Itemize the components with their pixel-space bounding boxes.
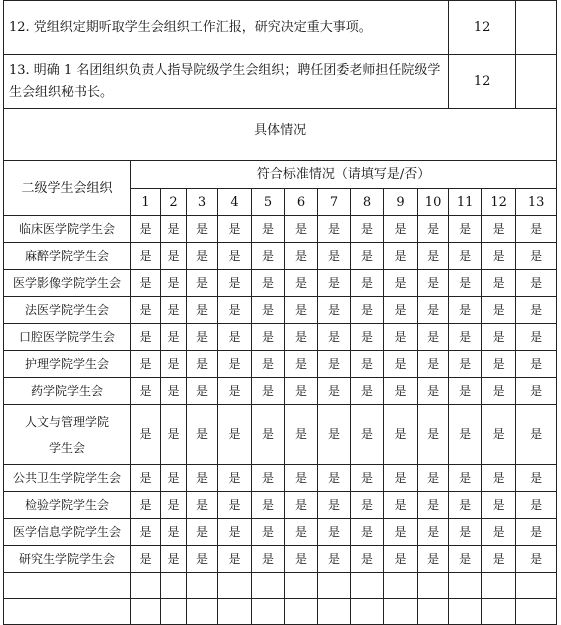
compliance-cell: 是 [418, 324, 449, 351]
compliance-cell: 是 [218, 378, 252, 405]
compliance-cell: 是 [482, 351, 516, 378]
empty-cell [482, 599, 516, 625]
compliance-cell: 是 [252, 546, 285, 573]
compliance-cell: 是 [187, 465, 218, 492]
compliance-cell: 是 [131, 405, 161, 465]
org-row [4, 270, 557, 297]
criterion-number: 1 [131, 189, 161, 216]
compliance-cell: 是 [351, 405, 384, 465]
compliance-cell: 是 [516, 297, 557, 324]
compliance-cell: 是 [482, 216, 516, 243]
criterion-row [4, 55, 557, 109]
compliance-cell: 是 [516, 492, 557, 519]
empty-cell [285, 599, 318, 625]
empty-cell [131, 573, 161, 599]
compliance-cell: 是 [482, 243, 516, 270]
compliance-cell: 是 [449, 297, 482, 324]
compliance-cell: 是 [449, 546, 482, 573]
assessment-table [3, 0, 557, 625]
empty-cell [187, 599, 218, 625]
empty-cell [482, 573, 516, 599]
compliance-cell: 是 [384, 465, 418, 492]
org-row [4, 492, 557, 519]
compliance-cell: 是 [318, 378, 351, 405]
compliance-cell: 是 [418, 492, 449, 519]
criterion-row [4, 1, 557, 55]
compliance-cell: 是 [131, 492, 161, 519]
compliance-cell: 是 [418, 378, 449, 405]
compliance-cell: 是 [285, 324, 318, 351]
criterion-number: 7 [318, 189, 351, 216]
compliance-cell: 是 [351, 297, 384, 324]
empty-cell [161, 599, 187, 625]
compliance-cell: 是 [161, 270, 187, 297]
org-column-header: 二级学生会组织 [4, 161, 131, 216]
criterion-number: 6 [285, 189, 318, 216]
compliance-cell: 是 [161, 324, 187, 351]
empty-cell [218, 573, 252, 599]
compliance-cell: 是 [318, 351, 351, 378]
empty-cell [318, 573, 351, 599]
compliance-cell: 是 [187, 243, 218, 270]
compliance-cell: 是 [252, 297, 285, 324]
compliance-cell: 是 [482, 297, 516, 324]
compliance-cell: 是 [449, 405, 482, 465]
org-name: 药学院学生会 [4, 378, 131, 405]
compliance-cell: 是 [384, 519, 418, 546]
compliance-cell: 是 [418, 297, 449, 324]
org-row [4, 324, 557, 351]
compliance-cell: 是 [384, 243, 418, 270]
compliance-cell: 是 [482, 378, 516, 405]
compliance-cell: 是 [384, 351, 418, 378]
compliance-cell: 是 [252, 405, 285, 465]
document-table-frame [3, 0, 556, 620]
empty-cell [131, 599, 161, 625]
compliance-cell: 是 [318, 270, 351, 297]
compliance-cell: 是 [418, 546, 449, 573]
compliance-cell: 是 [218, 324, 252, 351]
compliance-cell: 是 [482, 324, 516, 351]
compliance-cell: 是 [482, 465, 516, 492]
section-title: 具体情况 [4, 109, 557, 161]
compliance-cell: 是 [131, 546, 161, 573]
empty-cell [4, 573, 131, 599]
compliance-cell: 是 [131, 465, 161, 492]
compliance-cell: 是 [516, 351, 557, 378]
compliance-cell: 是 [252, 492, 285, 519]
empty-cell [449, 599, 482, 625]
compliance-cell: 是 [384, 297, 418, 324]
compliance-cell: 是 [218, 465, 252, 492]
criterion-number: 13 [516, 189, 557, 216]
compliance-cell: 是 [252, 519, 285, 546]
compliance-cell: 是 [449, 270, 482, 297]
empty-cell [384, 599, 418, 625]
empty-cell [516, 599, 557, 625]
compliance-cell: 是 [384, 492, 418, 519]
criterion-number: 5 [252, 189, 285, 216]
compliance-cell: 是 [131, 243, 161, 270]
empty-cell [4, 599, 131, 625]
compliance-cell: 是 [351, 492, 384, 519]
org-name: 护理学院学生会 [4, 351, 131, 378]
org-row [4, 378, 557, 405]
compliance-cell: 是 [384, 216, 418, 243]
compliance-cell: 是 [449, 216, 482, 243]
org-row [4, 243, 557, 270]
compliance-cell: 是 [351, 465, 384, 492]
compliance-cell: 是 [418, 216, 449, 243]
org-name: 法医学院学生会 [4, 297, 131, 324]
compliance-cell: 是 [131, 297, 161, 324]
compliance-cell: 是 [418, 405, 449, 465]
empty-cell [351, 573, 384, 599]
compliance-cell: 是 [285, 297, 318, 324]
compliance-cell: 是 [482, 270, 516, 297]
compliance-cell: 是 [449, 519, 482, 546]
compliance-cell: 是 [482, 519, 516, 546]
compliance-cell: 是 [187, 405, 218, 465]
compliance-cell: 是 [131, 216, 161, 243]
compliance-cell: 是 [252, 243, 285, 270]
compliance-cell: 是 [218, 351, 252, 378]
compliance-cell: 是 [131, 378, 161, 405]
compliance-cell: 是 [187, 216, 218, 243]
compliance-cell: 是 [318, 324, 351, 351]
compliance-cell: 是 [516, 465, 557, 492]
compliance-cell: 是 [161, 492, 187, 519]
compliance-cell: 是 [516, 216, 557, 243]
criterion-number: 12 [482, 189, 516, 216]
compliance-cell: 是 [285, 270, 318, 297]
empty-cell [161, 573, 187, 599]
criteria-header: 符合标准情况（请填写是/否） [131, 161, 557, 189]
org-row [4, 519, 557, 546]
compliance-cell: 是 [218, 297, 252, 324]
compliance-cell: 是 [384, 324, 418, 351]
empty-cell [351, 599, 384, 625]
org-name: 检验学院学生会 [4, 492, 131, 519]
criterion-number: 9 [384, 189, 418, 216]
compliance-cell: 是 [482, 546, 516, 573]
criterion-number: 2 [161, 189, 187, 216]
empty-cell [418, 599, 449, 625]
compliance-cell: 是 [187, 492, 218, 519]
compliance-cell: 是 [516, 405, 557, 465]
compliance-cell: 是 [218, 405, 252, 465]
compliance-cell: 是 [318, 405, 351, 465]
org-row [4, 405, 557, 465]
org-name [4, 405, 131, 465]
compliance-cell: 是 [285, 546, 318, 573]
org-name: 医学信息学院学生会 [4, 519, 131, 546]
compliance-cell: 是 [384, 405, 418, 465]
compliance-cell: 是 [351, 351, 384, 378]
compliance-cell: 是 [285, 351, 318, 378]
empty-row [4, 599, 557, 625]
empty-row [4, 573, 557, 599]
compliance-cell: 是 [285, 519, 318, 546]
compliance-cell: 是 [351, 270, 384, 297]
compliance-cell: 是 [161, 465, 187, 492]
compliance-cell: 是 [252, 378, 285, 405]
org-name: 麻醉学院学生会 [4, 243, 131, 270]
empty-cell [418, 573, 449, 599]
compliance-cell: 是 [131, 351, 161, 378]
compliance-cell: 是 [351, 216, 384, 243]
compliance-cell: 是 [131, 519, 161, 546]
org-name: 临床医学院学生会 [4, 216, 131, 243]
org-name: 研究生学院学生会 [4, 546, 131, 573]
compliance-cell: 是 [418, 351, 449, 378]
org-name: 公共卫生学院学生会 [4, 465, 131, 492]
org-name: 医学影像学院学生会 [4, 270, 131, 297]
criterion-number: 4 [218, 189, 252, 216]
compliance-cell: 是 [187, 351, 218, 378]
compliance-cell: 是 [187, 324, 218, 351]
compliance-cell: 是 [482, 492, 516, 519]
compliance-cell: 是 [516, 243, 557, 270]
compliance-cell: 是 [218, 243, 252, 270]
criterion-blank-cell [516, 1, 557, 55]
compliance-cell: 是 [318, 297, 351, 324]
org-row [4, 351, 557, 378]
criterion-number: 8 [351, 189, 384, 216]
criterion-blank-cell [516, 55, 557, 109]
org-name-line: 人文与管理学院 [24, 414, 109, 429]
compliance-cell: 是 [449, 324, 482, 351]
compliance-cell: 是 [318, 465, 351, 492]
compliance-cell: 是 [516, 546, 557, 573]
compliance-cell: 是 [252, 351, 285, 378]
criterion-text: 13. 明确 1 名团组织负责人指导院级学生会组织；聘任团委老师担任院级学生会组织秘书长。 [4, 55, 449, 109]
compliance-cell: 是 [318, 546, 351, 573]
compliance-cell: 是 [418, 243, 449, 270]
empty-cell [285, 573, 318, 599]
empty-cell [187, 573, 218, 599]
org-row [4, 216, 557, 243]
compliance-cell: 是 [285, 405, 318, 465]
empty-cell [384, 573, 418, 599]
org-row [4, 465, 557, 492]
compliance-cell: 是 [187, 297, 218, 324]
compliance-cell: 是 [384, 546, 418, 573]
criterion-score: 12 [449, 55, 516, 109]
compliance-cell: 是 [318, 519, 351, 546]
compliance-cell: 是 [161, 243, 187, 270]
compliance-cell: 是 [161, 519, 187, 546]
compliance-cell: 是 [285, 378, 318, 405]
compliance-cell: 是 [351, 519, 384, 546]
compliance-cell: 是 [482, 405, 516, 465]
compliance-cell: 是 [161, 297, 187, 324]
org-row [4, 297, 557, 324]
compliance-cell: 是 [351, 324, 384, 351]
empty-cell [218, 599, 252, 625]
org-name-line: 学生会 [48, 440, 85, 455]
compliance-cell: 是 [218, 546, 252, 573]
org-name: 口腔医学院学生会 [4, 324, 131, 351]
compliance-cell: 是 [318, 243, 351, 270]
compliance-cell: 是 [131, 324, 161, 351]
compliance-cell: 是 [449, 378, 482, 405]
compliance-cell: 是 [285, 492, 318, 519]
compliance-cell: 是 [252, 465, 285, 492]
compliance-cell: 是 [252, 216, 285, 243]
compliance-cell: 是 [384, 270, 418, 297]
compliance-cell: 是 [516, 324, 557, 351]
compliance-cell: 是 [161, 546, 187, 573]
compliance-cell: 是 [187, 270, 218, 297]
compliance-cell: 是 [187, 378, 218, 405]
compliance-cell: 是 [285, 243, 318, 270]
compliance-cell: 是 [516, 519, 557, 546]
compliance-cell: 是 [285, 216, 318, 243]
empty-cell [449, 573, 482, 599]
compliance-cell: 是 [252, 324, 285, 351]
compliance-cell: 是 [418, 465, 449, 492]
criterion-number: 11 [449, 189, 482, 216]
compliance-cell: 是 [187, 519, 218, 546]
empty-cell [252, 599, 285, 625]
compliance-cell: 是 [351, 378, 384, 405]
compliance-cell: 是 [218, 519, 252, 546]
compliance-cell: 是 [161, 216, 187, 243]
compliance-cell: 是 [161, 378, 187, 405]
compliance-cell: 是 [285, 465, 318, 492]
criterion-number: 10 [418, 189, 449, 216]
compliance-cell: 是 [449, 465, 482, 492]
criterion-number: 3 [187, 189, 218, 216]
org-row [4, 546, 557, 573]
compliance-cell: 是 [318, 216, 351, 243]
compliance-cell: 是 [351, 243, 384, 270]
compliance-cell: 是 [418, 519, 449, 546]
compliance-cell: 是 [418, 270, 449, 297]
compliance-cell: 是 [449, 492, 482, 519]
compliance-cell: 是 [318, 492, 351, 519]
compliance-cell: 是 [449, 351, 482, 378]
criterion-text: 12. 党组织定期听取学生会组织工作汇报，研究决定重大事项。 [4, 1, 449, 55]
compliance-cell: 是 [449, 243, 482, 270]
compliance-cell: 是 [131, 270, 161, 297]
compliance-cell: 是 [516, 378, 557, 405]
compliance-cell: 是 [252, 270, 285, 297]
empty-cell [516, 573, 557, 599]
compliance-cell: 是 [384, 378, 418, 405]
compliance-cell: 是 [218, 216, 252, 243]
empty-cell [318, 599, 351, 625]
compliance-cell: 是 [161, 351, 187, 378]
compliance-cell: 是 [351, 546, 384, 573]
compliance-cell: 是 [218, 492, 252, 519]
compliance-cell: 是 [187, 546, 218, 573]
empty-cell [252, 573, 285, 599]
criterion-score: 12 [449, 1, 516, 55]
compliance-cell: 是 [161, 405, 187, 465]
compliance-cell: 是 [218, 270, 252, 297]
compliance-cell: 是 [516, 270, 557, 297]
